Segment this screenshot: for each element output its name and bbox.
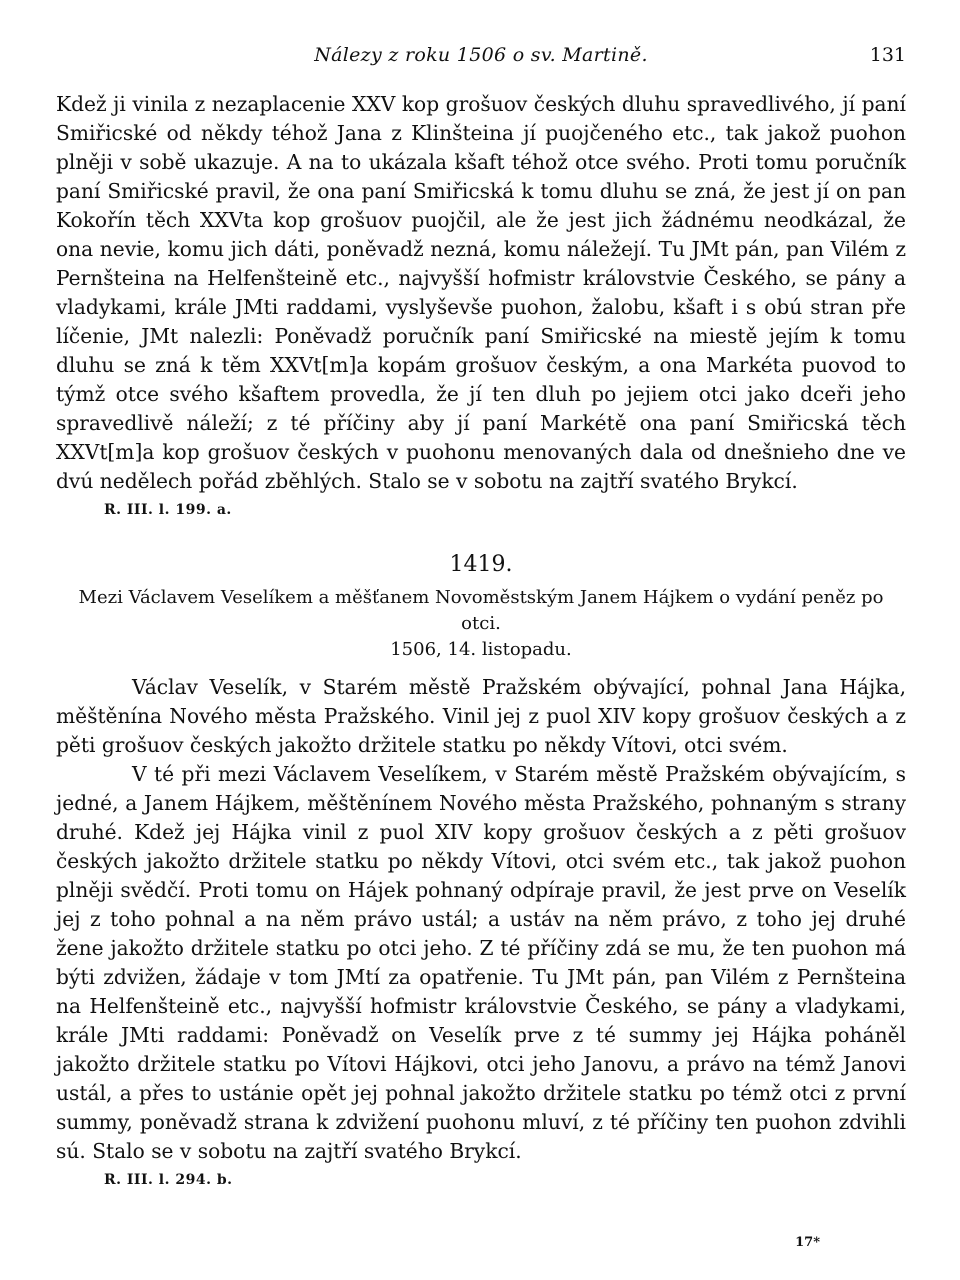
page-number: 131: [869, 44, 906, 66]
source-reference-1: R. III. l. 199. a.: [104, 502, 232, 518]
running-title: Nálezy z roku 1506 o sv. Martině.: [314, 44, 648, 66]
entry-date: 1506, 14. listopadu.: [390, 639, 572, 660]
signature-mark: 17*: [795, 1235, 820, 1250]
page-header: [56, 40, 906, 72]
document-page: [56, 40, 906, 1260]
entry-summary: Mezi Václavem Veselíkem a měšťanem Novoměstským Janem Hájkem o vydání peněz po otci.: [78, 587, 884, 634]
entry-paragraph-2: V té při mezi Václavem Veselíkem, v Starém městě Pražském obývajícím, s jedné, a Janem Hájkem, měštěnínem Nového města Pražského, pohnaným s strany druhé. Kdež jej Hájka vinil z puol XIV kopy grošuov českých a z pěti grošuov českých jakožto držitele statku po někdy Vítovi, otci svém etc., tak jakož puohon plněji svědčí. Proti tomu on Hájek pohnaný odpíraje pravil, že jest prve on Veselík jej z toho pohnal a na něm právo ustál; a ustáv na něm právo, z toho jej druhé žene jakožto držitele statku po otci jeho. Z té příčiny zdá se mu, že ten puohon má býti zdvižen, žádaje v tom JMtí za opatřenie. Tu JMt pán, pan Vilém z Pernšteina na Helfenšteině etc., najvyšší hofmistr královstvie Českého, se pány a vladykami, krále JMti raddami: Poněvadž on Veselík prve z té summy jej Hájka poháněl jakožto držitele statku po Vítovi Hájkovi, otci jeho Janovu, a právo na témž Janovi ustál, a přes to ustánie opět jej pohnal jakožto držitele statku po témž otci z první summy, poněvadž strana k zdvižení puohonu mluví, z té příčiny ten puohon zdvihli sú. Stalo se v sobotu na zajtří svatého Brykcí.: [56, 762, 906, 1163]
entry-number: 1419.: [449, 552, 513, 577]
entry-paragraph-1: Václav Veselík, v Starém městě Pražském obývající, pohnal Jana Hájka, měštěnína Nového města Pražského. Vinil jej z puol XIV kopy grošuov českých a z pěti grošuov českých jakožto držitele statku po někdy Vítovi, otci svém.: [56, 675, 906, 757]
source-reference-2: R. III. l. 294. b.: [104, 1172, 233, 1188]
entry-1418-continuation: Kdež ji vinila z nezaplacenie XXV kop grošuov českých dluhu spravedlivého, jí paní Smiřicské od někdy téhož Jana z Klinšteina jí puojčeného etc., tak jakož puohon plněji v sobě ukazuje. A na to ukázala kšaft téhož otce svého. Proti tomu poručník paní Smiřicské pravil, že ona paní Smiřicská k tomu dluhu se zná, že jest jí on pan Kokořín těch XXVta kop grošuov puojčil, ale že jest jich žádnému neodkázal, že ona nevie, komu jich dáti, poněvadž nezná, komu náležejí. Tu JMt pán, pan Vilém z Pernšteina na Helfenšteině etc., najvyšší hofmistr královstvie Českého, se pány a vladykami, krále JMti raddami, vyslyševše puohon, žalobu, kšaft i s obú stran pře líčenie, JMt nalezli: Poněvadž poručník paní Smiřicské na miestě jejím k tomu dluhu se zná k těm XXVt[m]a kopám grošuov českým, a ona Markéta puovod to týmž otce svého kšaftem provedla, že jí ten dluh po jejiem otci jako dceři jeho spravedlivě náleží; z té příčiny aby jí paní Markétě ona paní Smiřicská těch XXVt[m]a kop grošuov českých v puohonu menovaných dala od dnešnieho dne ve dvú nedělech pořád zběhlých. Stalo se v sobotu na zajtří svatého Brykcí.: [56, 92, 906, 493]
